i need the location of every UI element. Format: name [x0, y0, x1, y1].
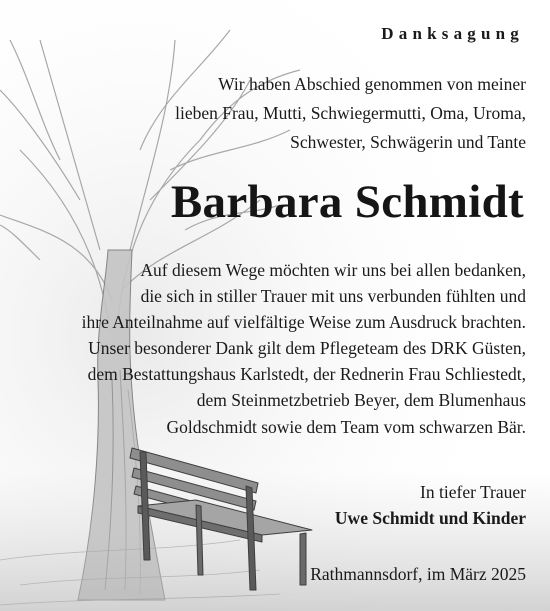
intro-line: Wir haben Abschied genommen von meiner [218, 74, 526, 94]
place-date: Rathmannsdorf, im März 2025 [310, 564, 526, 584]
intro-line: Schwester, Schwägerin und Tante [290, 132, 526, 152]
intro-text [175, 70, 526, 157]
thanks-line: ihre Anteilnahme auf vielfältige Weise zum Ausdruck brachten. [81, 312, 526, 333]
thanks-line: die sich in stiller Trauer mit uns verbunden fühlten und [140, 286, 526, 307]
thanks-line: dem Steinmetzbetrieb Beyer, dem Blumenhaus [196, 390, 526, 411]
heading: Danksagung [381, 24, 524, 43]
thanks-line: Goldschmidt sowie dem Team vom schwarzen Bär. [166, 416, 526, 437]
deceased-name: Barbara Schmidt [170, 176, 524, 228]
thanks-line: Unser besonderer Dank gilt dem Pflegeteam des DRK Güsten, [88, 338, 526, 359]
thanks-line: dem Bestattungshaus Karlstedt, der Rednerin Frau Schliestedt, [87, 364, 526, 385]
signatories: Uwe Schmidt und Kinder [334, 508, 526, 528]
intro-line: lieben Frau, Mutti, Schwiegermutti, Oma, Uroma, [175, 103, 526, 123]
thanks-line: Auf diesem Wege möchten wir uns bei allen bedanken, [140, 260, 526, 280]
mourning-phrase: In tiefer Trauer [420, 482, 526, 502]
thanks-text [82, 257, 526, 440]
